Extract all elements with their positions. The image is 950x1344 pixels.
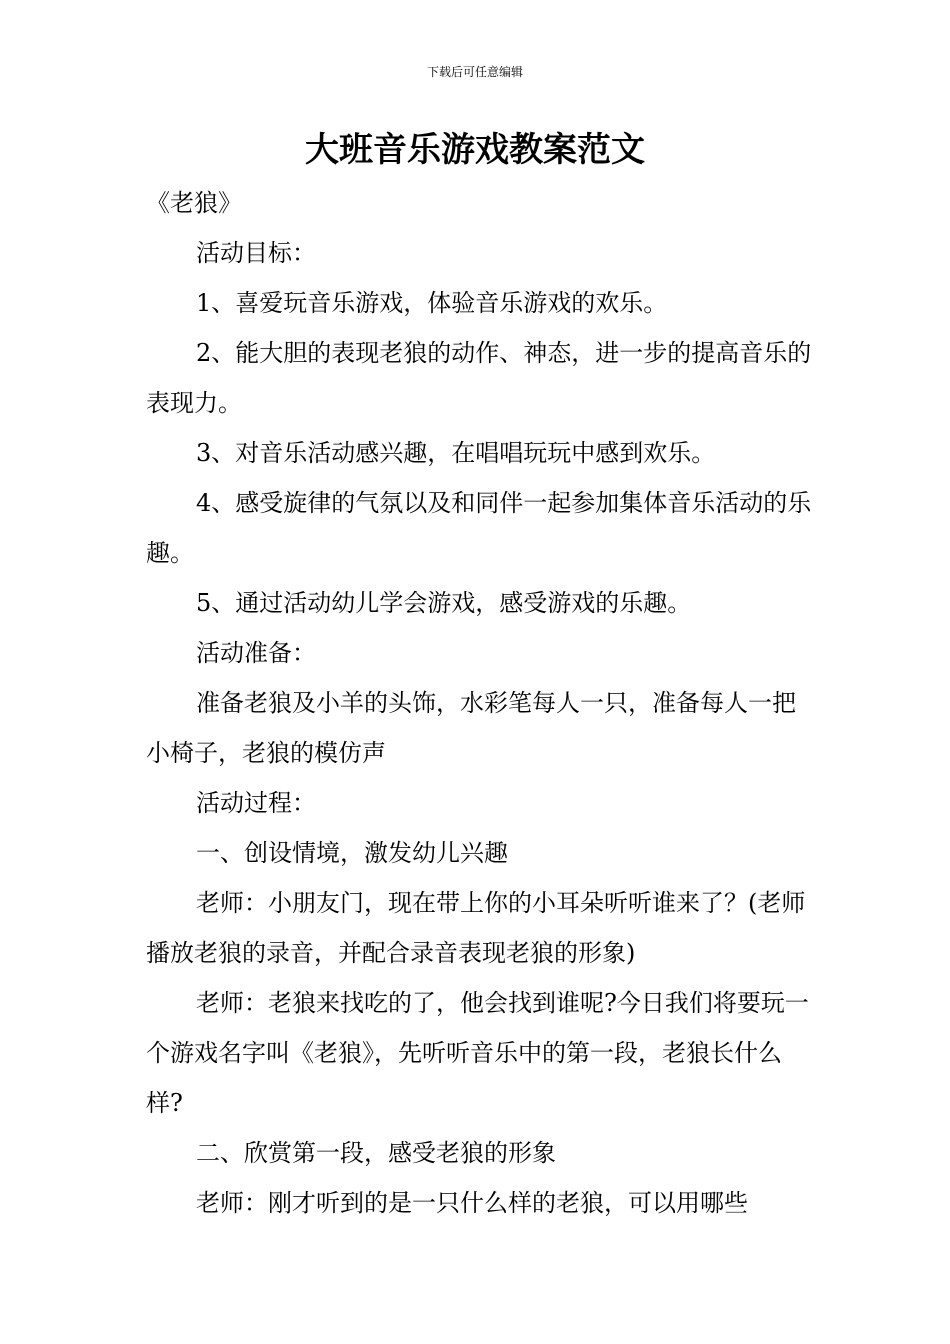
paragraph: 活动过程：: [196, 789, 316, 817]
paragraph: 活动目标：: [196, 239, 316, 267]
paragraph: 老师：刚才听到的是一只什么样的老狼，可以用哪些: [196, 1189, 748, 1217]
paragraph: 准备老狼及小羊的头饰，水彩笔每人一只，准备每人一把小椅子，老狼的模仿声: [146, 689, 796, 767]
document-title: 大班音乐游戏教案范文: [305, 130, 645, 170]
paragraph: 4、感受旋律的气氛以及和同伴一起参加集体音乐活动的乐趣。: [146, 489, 812, 567]
paragraph: 5、通过活动幼儿学会游戏，感受游戏的乐趣。: [196, 589, 692, 617]
paragraph: 老师：老狼来找吃的了，他会找到谁呢?今日我们将要玩一个游戏名字叫《老狼》，先听听音乐中的第一段，老狼长什么样?: [146, 989, 809, 1117]
document-body: [146, 178, 812, 1228]
paragraph: 3、对音乐活动感兴趣，在唱唱玩玩中感到欢乐。: [196, 439, 716, 467]
paragraph: 二、欣赏第一段，感受老狼的形象: [196, 1139, 556, 1167]
paragraph: 1、喜爱玩音乐游戏，体验音乐游戏的欢乐。: [196, 289, 668, 317]
page-header: 下载后可任意编辑: [426, 65, 523, 79]
paragraph: 2、能大胆的表现老狼的动作、神态，进一步的提高音乐的表现力。: [146, 339, 812, 417]
paragraph: 活动准备：: [196, 639, 316, 667]
paragraph: 一、创设情境，激发幼儿兴趣: [196, 839, 508, 867]
paragraph: 《老狼》: [146, 189, 242, 217]
paragraph: 老师：小朋友门，现在带上你的小耳朵听听谁来了？(老师播放老狼的录音，并配合录音表现老狼的形象): [146, 889, 806, 967]
